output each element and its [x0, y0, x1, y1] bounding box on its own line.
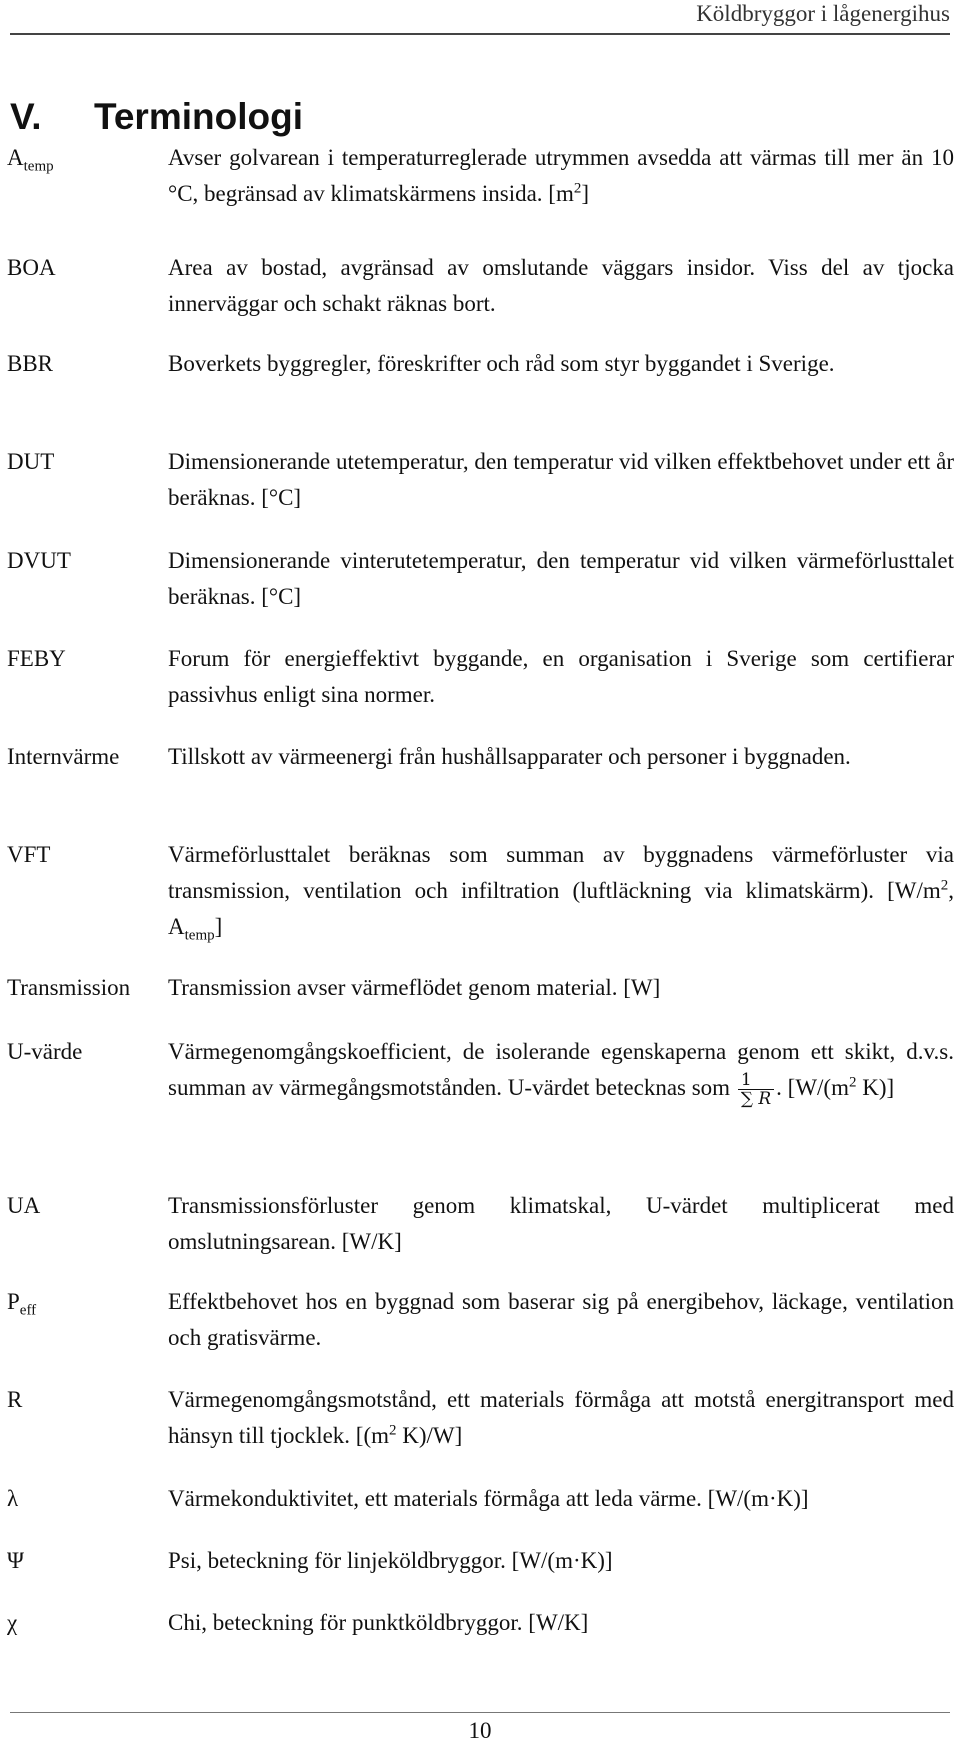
- definition-transmission: Transmission avser värmeflödet genom material. [W]: [168, 975, 661, 1000]
- term-transmission: Transmission: [7, 975, 131, 1000]
- term-dut: DUT: [7, 449, 55, 474]
- term-vft: VFT: [7, 842, 51, 867]
- definition-internvarme: Tillskott av värmeenergi från hushållsapparater och personer i byggnaden.: [168, 744, 851, 769]
- term-r: R: [7, 1387, 23, 1412]
- definition-u-varde: Värmegenomgångskoefficient, de isolerande egenskaperna genom ett skikt, d.v.s. summan av värmegångsmotstånden. U-värdet betecknas som $\frac{1}{\sum R}$ . [$W/(m^2$ K)]: [168, 1039, 954, 1110]
- section-number: V.: [10, 96, 42, 137]
- term-chi: χ: [7, 1610, 18, 1635]
- definition-dvut: Dimensionerande vinterutetemperatur, den temperatur vid vilken värmeförlusttalet beräknas. [°C]: [168, 548, 954, 609]
- page-number: 10: [468, 1718, 492, 1743]
- fraction-one-over-sum-r: $\frac{1}{\sum R}$: [738, 1071, 774, 1108]
- term-boa: BOA: [7, 255, 56, 280]
- definition-bbr: Boverkets byggregler, föreskrifter och råd som styr byggandet i Sverige.: [168, 351, 835, 376]
- definition-peff: Effektbehovet hos en byggnad som baserar sig på energibehov, läckage, ventilation och gratisvärme.: [168, 1289, 954, 1350]
- term-psi: Ψ: [7, 1548, 24, 1573]
- definition-psi: Psi, beteckning för linjeköldbryggor. [W/(m·K)]: [168, 1548, 613, 1573]
- definition-dut: Dimensionerande utetemperatur, den temperatur vid vilken effektbehovet under ett år beräknas. [°C]: [168, 449, 954, 510]
- definition-r: Värmegenomgångsmotstånd, ett materials förmåga att motstå energitransport med hänsyn till tjocklek. [($m^2$ K)/W]: [168, 1387, 954, 1448]
- term-atemp: $A_{temp}$: [7, 145, 54, 175]
- definition-feby: Forum för energieffektivt byggande, en organisation i Sverige som certifierar passivhus enligt sina normer.: [168, 646, 954, 707]
- footer-divider: [10, 1712, 950, 1713]
- term-feby: FEBY: [7, 646, 66, 671]
- running-header: Köldbryggor i lågenergihus: [696, 1, 950, 26]
- definition-vft: Värmeförlusttalet beräknas som summan av byggnadens värmeförluster via transmission, ventilation och infiltration (luftläckning via klimatskärm). [$W/m^2$, $A_{temp}$]: [168, 842, 954, 944]
- term-internvarme: Internvärme: [7, 744, 120, 769]
- term-bbr: BBR: [7, 351, 54, 376]
- section-title: [10, 95, 303, 139]
- definition-chi: Chi, beteckning för punktköldbryggor. [W/K]: [168, 1610, 589, 1635]
- term-u-varde: U-värde: [7, 1039, 83, 1064]
- definition-ua: Transmissionsförluster genom klimatskal, U-värdet multiplicerat med omslutningsarean. [W/K]: [168, 1193, 954, 1254]
- definition-lambda: Värmekonduktivitet, ett materials förmåga att leda värme. [W/(m·K)]: [168, 1486, 809, 1511]
- term-peff: $P_{eff}$: [7, 1289, 37, 1319]
- term-ua: UA: [7, 1193, 41, 1218]
- definition-boa: Area av bostad, avgränsad av omslutande väggars insidor. Viss del av tjocka innerväggar och schakt räknas bort.: [168, 255, 954, 316]
- definition-atemp: Avser golvarean i temperaturreglerade utrymmen avsedda att värmas till mer än 10 °C, begränsad av klimatskärmens insida. $[m^2]$: [168, 145, 954, 206]
- term-lambda: λ: [7, 1486, 19, 1511]
- header-divider: [10, 33, 950, 35]
- section-title-text: Terminologi: [94, 96, 303, 137]
- term-dvut: DVUT: [7, 548, 71, 573]
